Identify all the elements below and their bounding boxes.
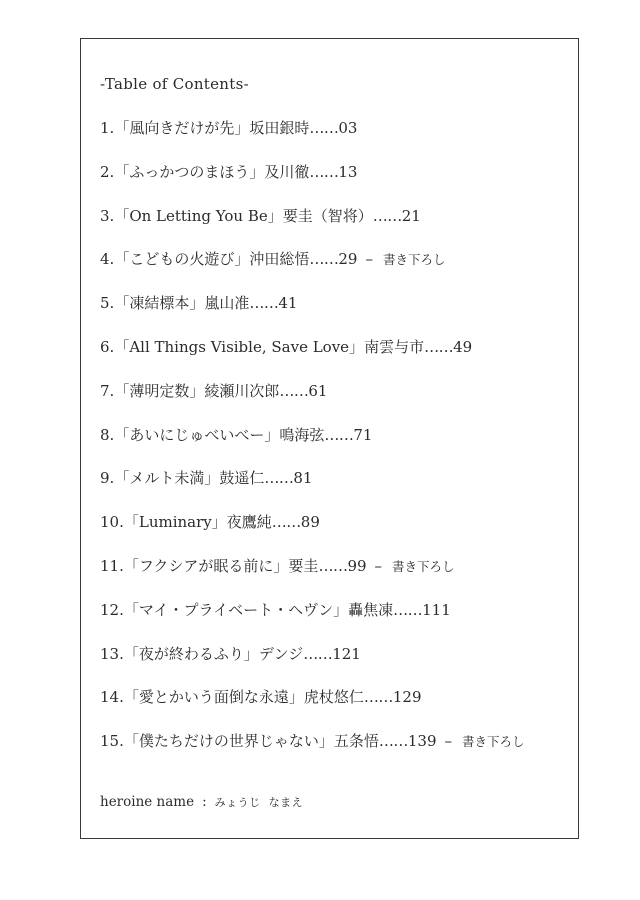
heroine-given-name: なまえ bbox=[268, 796, 304, 809]
entry-author: 嵐山准 bbox=[204, 294, 250, 312]
entry-note-dash: – bbox=[444, 732, 453, 750]
entry-author: 坂田銀時 bbox=[249, 119, 310, 137]
entry-author: 鼓遥仁 bbox=[219, 469, 265, 487]
entry-note-dash: – bbox=[374, 557, 383, 575]
entry-leader-dots: …… bbox=[309, 163, 339, 181]
entry-page-number: 41 bbox=[278, 294, 298, 312]
toc-heading: -Table of Contents- bbox=[100, 75, 249, 93]
toc-entry bbox=[100, 556, 455, 577]
entry-leader-dots: …… bbox=[318, 557, 348, 575]
entry-number: 9. bbox=[100, 469, 115, 487]
heroine-name-separator: : bbox=[202, 794, 207, 810]
entry-title: 「凍結標本」 bbox=[114, 294, 205, 312]
entry-leader-dots: …… bbox=[303, 645, 333, 663]
toc-entry bbox=[100, 425, 372, 445]
entry-number: 3. bbox=[100, 207, 115, 225]
toc-entry bbox=[100, 381, 327, 401]
entry-leader-dots: …… bbox=[372, 207, 402, 225]
entry-number: 7. bbox=[100, 382, 115, 400]
entry-note: 書き下ろし bbox=[382, 252, 446, 267]
toc-entry bbox=[100, 249, 445, 270]
entry-page-number: 71 bbox=[353, 426, 373, 444]
entry-page-number: 111 bbox=[422, 601, 451, 619]
entry-page-number: 49 bbox=[453, 338, 473, 356]
entry-author: 南雲与市 bbox=[364, 338, 425, 356]
entry-number: 8. bbox=[100, 426, 115, 444]
entry-title: 「風向きだけが先」 bbox=[114, 119, 250, 137]
entry-leader-dots: …… bbox=[271, 513, 301, 531]
entry-author: 五条悟 bbox=[333, 732, 379, 750]
entry-author: 及川徹 bbox=[264, 163, 310, 181]
entry-leader-dots: …… bbox=[309, 119, 339, 137]
entry-number: 12. bbox=[100, 601, 124, 619]
entry-author: 夜鷹純 bbox=[226, 513, 272, 531]
entry-title: 「ふっかつのまほう」 bbox=[114, 163, 265, 181]
entry-author: 沖田総悟 bbox=[249, 250, 310, 268]
toc-entry bbox=[100, 512, 320, 532]
entry-title: 「僕たちだけの世界じゃない」 bbox=[123, 732, 334, 750]
entry-leader-dots: …… bbox=[393, 601, 423, 619]
entry-leader-dots: …… bbox=[309, 250, 339, 268]
entry-page-number: 129 bbox=[392, 688, 422, 706]
entry-leader-dots: …… bbox=[279, 382, 309, 400]
entry-title: 「メルト未満」 bbox=[114, 469, 220, 487]
toc-entry bbox=[100, 206, 421, 226]
entry-number: 2. bbox=[100, 163, 115, 181]
toc-entry bbox=[100, 468, 312, 488]
entry-number: 13. bbox=[100, 645, 124, 663]
entry-title: 「All Things Visible, Save Love」 bbox=[114, 338, 365, 356]
toc-entry bbox=[100, 118, 357, 138]
entry-page-number: 29 bbox=[338, 250, 358, 268]
entry-page-number: 21 bbox=[401, 207, 421, 225]
toc-entry bbox=[100, 293, 297, 313]
entry-author: 虎杖悠仁 bbox=[303, 688, 364, 706]
entry-number: 5. bbox=[100, 294, 115, 312]
entry-number: 10. bbox=[100, 513, 124, 531]
entry-note-dash: – bbox=[365, 250, 373, 268]
entry-page-number: 139 bbox=[407, 732, 437, 750]
heroine-surname: みょうじ bbox=[214, 796, 261, 809]
entry-leader-dots: …… bbox=[264, 469, 294, 487]
entry-leader-dots: …… bbox=[363, 688, 393, 706]
entry-leader-dots: …… bbox=[324, 426, 354, 444]
entry-author: 綾瀬川次郎 bbox=[204, 382, 280, 400]
entry-title: 「Luminary」 bbox=[123, 513, 227, 531]
entry-title: 「あいにじゅべいべー」 bbox=[114, 426, 280, 444]
entry-author: 鳴海弦 bbox=[279, 426, 325, 444]
toc-entry bbox=[100, 731, 525, 752]
entry-author: 要圭 bbox=[288, 557, 319, 575]
entry-author: 要圭（智将） bbox=[282, 207, 373, 225]
entry-page-number: 03 bbox=[338, 119, 358, 137]
entry-number: 4. bbox=[100, 250, 115, 268]
entry-title: 「マイ・プライベート・ヘヴン」 bbox=[123, 601, 349, 619]
entry-leader-dots: …… bbox=[249, 294, 279, 312]
entry-leader-dots: …… bbox=[378, 732, 408, 750]
entry-page-number: 61 bbox=[308, 382, 328, 400]
toc-entry bbox=[100, 687, 422, 707]
entry-title: 「夜が終わるふり」 bbox=[123, 645, 259, 663]
entry-note: 書き下ろし bbox=[462, 734, 525, 749]
entry-title: 「フクシアが眠る前に」 bbox=[123, 557, 289, 575]
entry-page-number: 13 bbox=[338, 163, 358, 181]
entry-number: 14. bbox=[100, 688, 124, 706]
heroine-name-line bbox=[100, 794, 303, 810]
toc-entry bbox=[100, 644, 361, 664]
entry-page-number: 99 bbox=[347, 557, 367, 575]
entry-page-number: 81 bbox=[293, 469, 313, 487]
entry-leader-dots: …… bbox=[424, 338, 454, 356]
toc-entry bbox=[100, 337, 472, 357]
entry-title: 「こどもの火遊び」 bbox=[114, 250, 250, 268]
entry-number: 11. bbox=[100, 557, 124, 575]
entry-number: 1. bbox=[100, 119, 115, 137]
toc-entry bbox=[100, 600, 451, 620]
entry-number: 6. bbox=[100, 338, 115, 356]
entry-page-number: 121 bbox=[332, 645, 361, 663]
entry-title: 「愛とかいう面倒な永遠」 bbox=[123, 688, 304, 706]
entry-number: 15. bbox=[100, 732, 124, 750]
heroine-name-label: heroine name bbox=[100, 794, 195, 810]
entry-author: 轟焦凍 bbox=[348, 601, 394, 619]
entry-page-number: 89 bbox=[300, 513, 320, 531]
entry-title: 「On Letting You Be」 bbox=[114, 207, 283, 225]
entry-title: 「薄明定数」 bbox=[114, 382, 205, 400]
entry-note: 書き下ろし bbox=[392, 559, 455, 574]
toc-entry bbox=[100, 162, 357, 182]
entry-author: デンジ bbox=[258, 645, 304, 663]
